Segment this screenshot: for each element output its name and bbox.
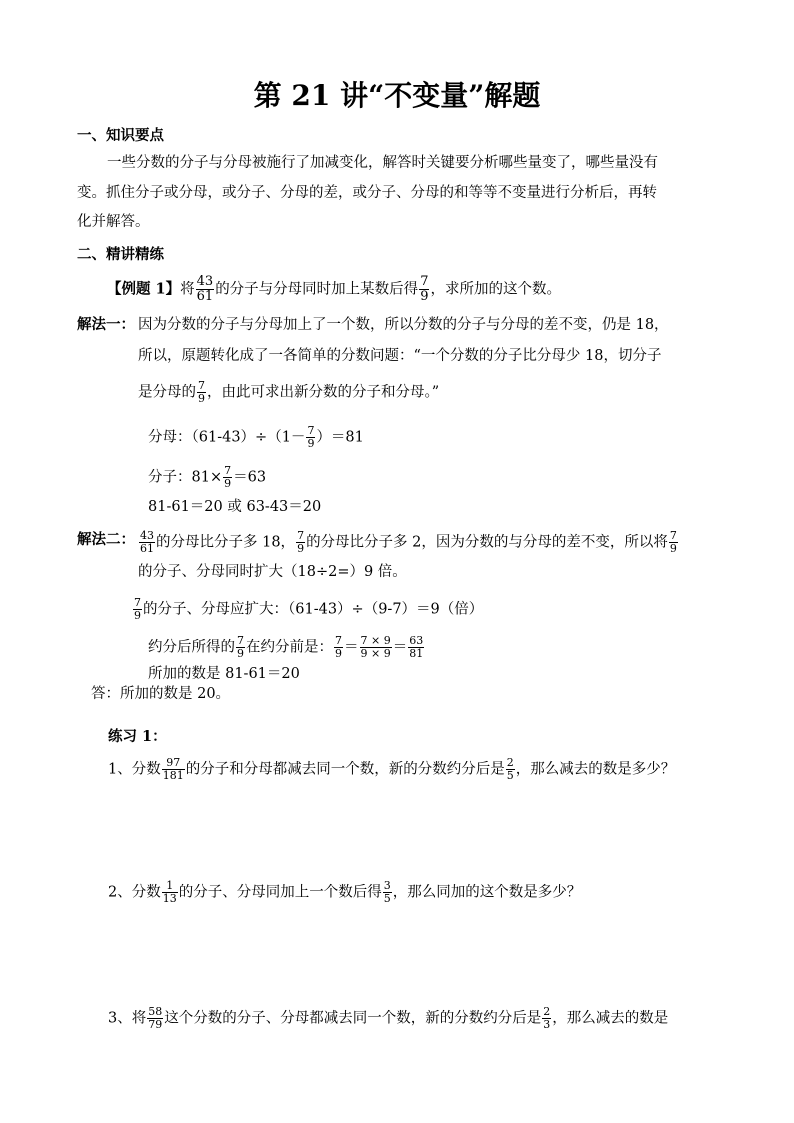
method-1-step-3: 81-61＝20 或 63-43＝20 [148, 499, 322, 515]
practice-question-3: 3、将 $\frac{58}{79}$ 这个分数的分子、分母都减去同一个数，新的分数约分后是 $\frac{2}{3}$ ，那么减去的数是 [108, 1005, 669, 1031]
method-2-label: 解法二： [77, 531, 135, 548]
method-1-step-2: 分子：81× $\frac{7}{9}$ ＝63 [148, 464, 267, 490]
method-1-step-1: 分母：（61-43）÷（1－ $\frac{7}{9}$ ）＝81 [148, 424, 364, 450]
fraction: $\frac{97}{181}$ [162, 756, 184, 782]
method-2-line-5: 所加的数是 81-61＝20 [148, 666, 300, 682]
knowledge-paragraph-line-2: 变。抓住分子或分母，或分子、分母的差，或分子、分母的和等等不变量进行分析后，再转 [77, 185, 657, 201]
practice-question-2: 2、分数 $\frac{1}{13}$ 的分子、分母同加上一个数后得 $\frac{3}{5}$ ，那么同加的这个数是多少？ [108, 879, 582, 905]
knowledge-paragraph-line-1: 一些分数的分子与分母被施行了加减变化，解答时关键要分析哪些量变了，哪些量没有 [107, 155, 658, 171]
page-title: 第 21 讲“不变量”解题 [253, 79, 541, 112]
section-heading-knowledge: 一、知识要点 [77, 127, 164, 144]
fraction: $\frac{43}{61}$ [140, 529, 154, 555]
practice-heading: 练习 1： [108, 728, 167, 745]
example-1: 【例题 1】将 $\frac{43}{61}$ 的分子与分母同时加上某数后得 $\frac{7}{9}$ ，求所加的这个数。 [107, 274, 561, 304]
fraction: $\frac{7}{9}$ [134, 596, 141, 622]
fraction: $\frac{7}{9}$ [297, 529, 305, 555]
method-1-label: 解法一： [77, 316, 135, 333]
example-label: 【例题 1】 [107, 280, 181, 298]
practice-question-1: 1、分数 $\frac{97}{181}$ 的分子和分母都减去同一个数，新的分数约分后是 $\frac{2}{5}$ ，那么减去的数是多少？ [108, 756, 676, 782]
method-1-line-1: 因为分数的分子与分母加上了一个数，所以分数的分子与分母的差不变，仍是 18， [138, 317, 669, 333]
fraction: $\frac{1}{13}$ [162, 879, 177, 905]
method-2-line-1: $\frac{43}{61}$ 的分母比分子多 18， $\frac{7}{9}$ 的分母比分子多 2，因为分数的与分母的差不变，所以将 $\frac{7}{9}$ [140, 529, 677, 555]
fraction: $\frac{58}{79}$ [148, 1005, 163, 1031]
fraction: $\frac{7 \times 9}{9 \times 9}$ [360, 634, 391, 660]
fraction: $\frac{63}{81}$ [409, 634, 424, 660]
fraction: $\frac{7}{9}$ [237, 634, 244, 660]
fraction: $\frac{7}{9}$ [307, 424, 315, 450]
method-1-line-3: 是分母的 $\frac{7}{9}$ ，由此可求出新分数的分子和分母。” [138, 379, 440, 405]
knowledge-paragraph-line-3: 化并解答。 [77, 214, 150, 230]
method-1-line-2: 所以，原题转化成了一各简单的分数问题：“一个分数的分子比分母少 18，切分子 [138, 348, 662, 364]
method-2-line-3: $\frac{7}{9}$ 的分子、分母应扩大：（61-43）÷（9-7）＝9（倍） [134, 596, 484, 622]
method-2-line-4: 约分后所得的 $\frac{7}{9}$ 在约分前是： $\frac{7}{9}$ ＝ $\frac{7 \times 9}{9 \times 9}$ ＝ $\frac{63}{81}$ [148, 634, 424, 660]
fraction: $\frac{7}{9}$ [420, 274, 429, 304]
answer: 答：所加的数是 20。 [91, 686, 231, 702]
fraction: $\frac{7}{9}$ [198, 379, 205, 405]
section-heading-practice: 二、精讲精练 [77, 246, 164, 263]
fraction: $\frac{2}{3}$ [543, 1005, 551, 1031]
fraction: $\frac{2}{5}$ [506, 756, 514, 782]
fraction: $\frac{3}{5}$ [383, 879, 391, 905]
fraction: $\frac{7}{9}$ [335, 634, 342, 660]
fraction: $\frac{7}{9}$ [669, 529, 677, 555]
fraction: $\frac{7}{9}$ [224, 464, 232, 490]
fraction: $\frac{43}{61}$ [196, 274, 214, 304]
method-2-line-2: 的分子、分母同时扩大（18÷2=）9 倍。 [138, 564, 407, 580]
